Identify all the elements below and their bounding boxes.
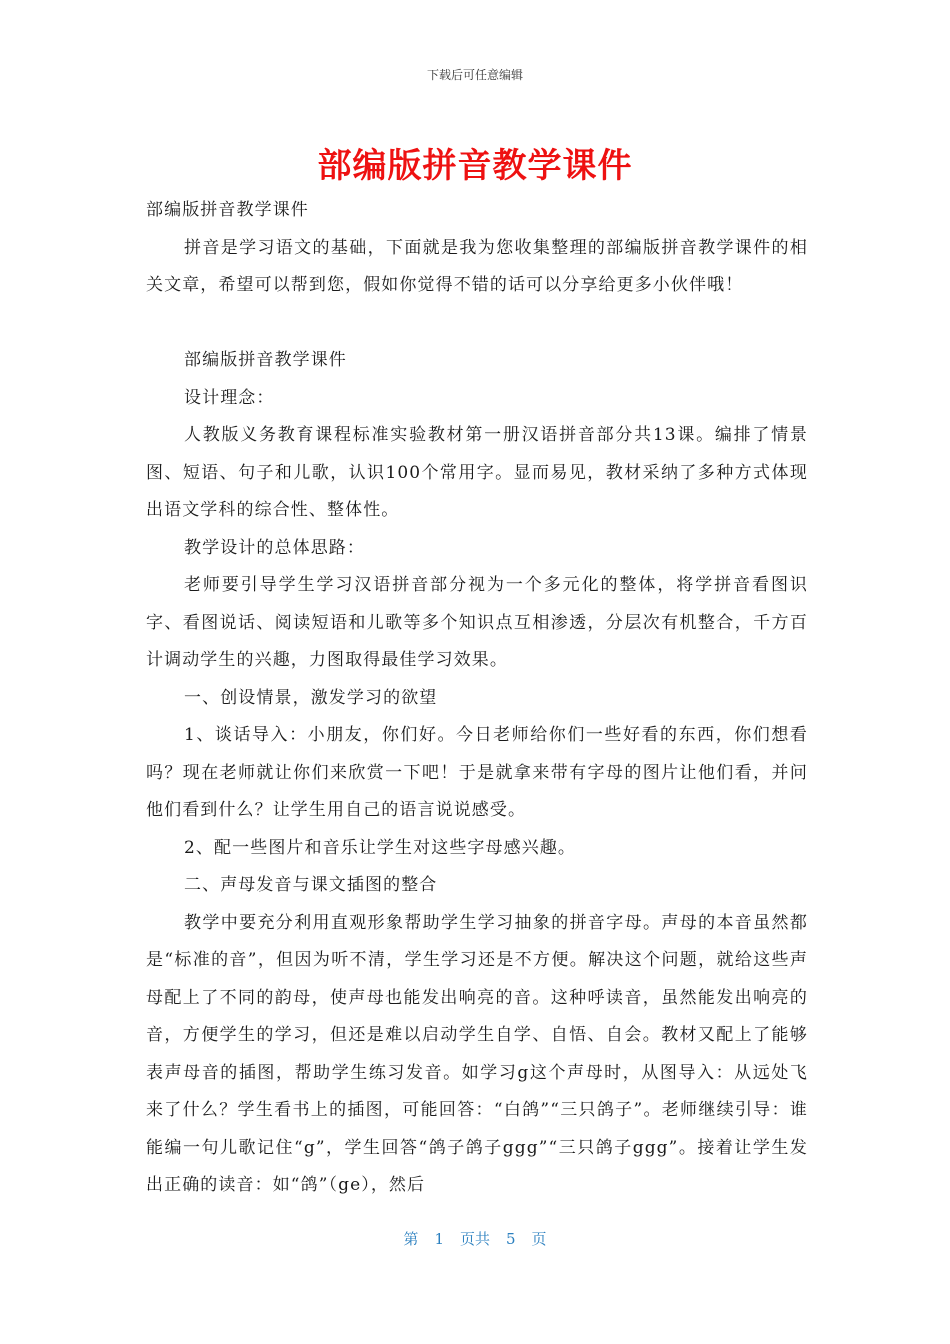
paragraph-design-concept: 人教版义务教育课程标准实验教材第一册汉语拼音部分共13课。编排了情景图、短语、句子和儿歌，认识100个常用字。显而易见，教材采纳了多种方式体现出语文学科的综合性、整体性。	[146, 425, 808, 520]
page-footer	[0, 1228, 950, 1249]
paragraph-overall-idea: 老师要引导学生学习汉语拼音部分视为一个多元化的整体，将学拼音看图识字、看图说话、阅读短语和儿歌等多个知识点互相渗透，分层次有机整合，千方百计调动学生的兴趣，力图取得最佳学习效果。	[146, 575, 808, 670]
paragraph-step-one-heading: 一、创设情景，激发学习的欲望	[184, 687, 438, 708]
paragraph-overall-idea-heading: 教学设计的总体思路：	[184, 537, 365, 558]
paragraph-step-two-body: 教学中要充分利用直观形象帮助学生学习抽象的拼音字母。声母的本音虽然都是“标准的音”，但因为听不清，学生学习还是不方便。解决这个问题，就给这些声母配上了不同的韵母，使声母也能发出响亮的音。这种呼读音，虽然能发出响亮的音，方便学生的学习，但还是难以启动学生自学、自悟、自会。教材又配上了能够表声母音的插图，帮助学生练习发音。如学习g这个声母时，从图导入：从远处飞来了什么？学生看书上的插图，可能回答：“白鸽”“三只鸽子”。老师继续引导：谁能编一句儿歌记住“g”，学生回答“鸽子鸽子ggg”“三只鸽子ggg”。接着让学生发出正确的读音：如“鸽”（ge），然后	[146, 912, 808, 1195]
paragraph-intro: 拼音是学习语文的基础，下面就是我为您收集整理的部编版拼音教学课件的相关文章，希望可以帮到您，假如你觉得不错的话可以分享给更多小伙伴哦！	[146, 237, 808, 295]
page-label-prefix: 第	[403, 1230, 419, 1248]
page-current-number: 1	[434, 1230, 444, 1248]
paragraph-step-two-heading: 二、声母发音与课文插图的整合	[184, 875, 438, 895]
document-title: 部编版拼音教学课件	[317, 146, 633, 186]
paragraph-section-title: 部编版拼音教学课件	[184, 350, 347, 370]
document-body	[146, 192, 808, 1205]
page-label-mid: 页共	[459, 1230, 490, 1248]
paragraph-design-concept-heading: 设计理念：	[184, 387, 275, 408]
page-total-number: 5	[506, 1230, 516, 1248]
header-note: 下载后可任意编辑	[426, 68, 523, 82]
paragraph-step-one-item-1: 1、谈话导入：小朋友，你们好。今日老师给你们一些好看的东西，你们想看吗？现在老师就让你们来欣赏一下吧！于是就拿来带有字母的图片让他们看，并问他们看到什么？让学生用自己的语言说说感受。	[146, 725, 808, 820]
paragraph-blank	[146, 305, 808, 343]
paragraph-step-one-item-2: 2、配一些图片和音乐让学生对这些字母感兴趣。	[184, 837, 577, 858]
page-label-suffix: 页	[531, 1230, 547, 1248]
paragraph-subtitle: 部编版拼音教学课件	[146, 200, 309, 220]
